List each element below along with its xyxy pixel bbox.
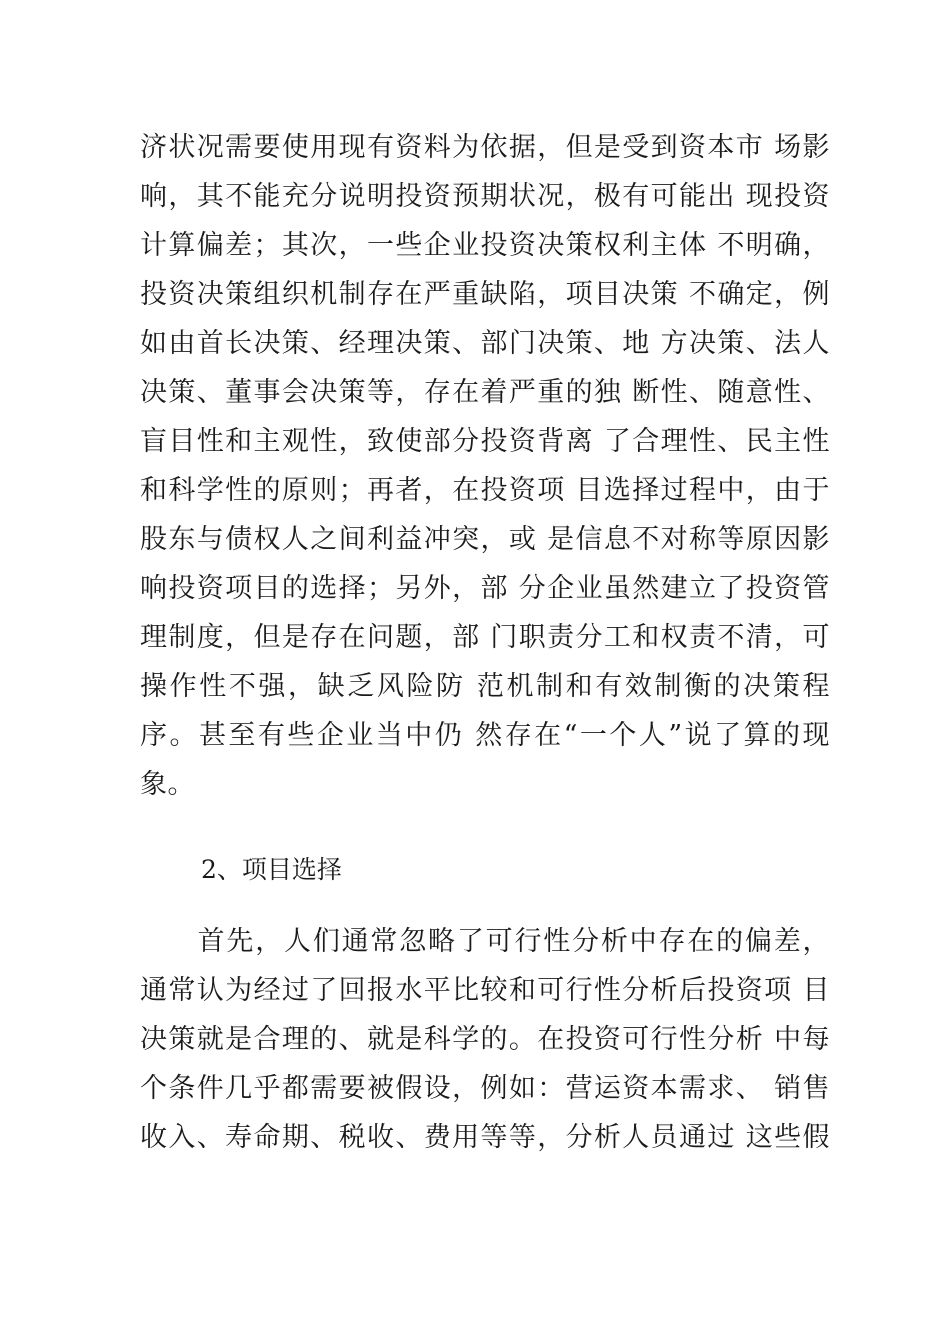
paragraph-line: 序。甚至有些企业当中仍 然存在“一个人”说了算的现 [140, 720, 830, 751]
paragraph-investment-decision-issues [140, 123, 830, 809]
paragraph-line: 投资决策组织机制存在严重缺陷，项目决策 不确定，例 [140, 279, 830, 310]
paragraph-project-selection [140, 917, 830, 1162]
paragraph-line: 个条件几乎都需要被假设，例如：营运资本需求、 销售 [140, 1073, 830, 1104]
paragraph-line: 计算偏差；其次，一些企业投资决策权利主体 不明确， [140, 230, 830, 261]
paragraph-line: 股东与债权人之间利益冲突，或 是信息不对称等原因影 [140, 524, 830, 555]
paragraph-line: 和科学性的原则；再者，在投资项 目选择过程中，由于 [140, 475, 830, 506]
paragraph-line: 盲目性和主观性，致使部分投资背离 了合理性、民主性 [140, 426, 830, 457]
paragraph-line: 决策就是合理的、就是科学的。在投资可行性分析 中每 [140, 1024, 830, 1055]
paragraph-line: 决策、董事会决策等，存在着严重的独 断性、随意性、 [140, 377, 830, 408]
paragraph-line: 通常认为经过了回报水平比较和可行性分析后投资项 目 [140, 975, 830, 1006]
paragraph-line: 象。 [140, 769, 195, 800]
paragraph-line: 响投资项目的选择；另外，部 分企业虽然建立了投资管 [140, 573, 830, 604]
paragraph-line: 如由首长决策、经理决策、部门决策、地 方决策、法人 [140, 328, 830, 359]
paragraph-line: 操作性不强，缺乏风险防 范机制和有效制衡的决策程 [140, 671, 830, 702]
paragraph-line: 理制度，但是存在问题，部 门职责分工和权责不清，可 [140, 622, 830, 653]
section-heading: 2、项目选择 [201, 855, 342, 884]
paragraph-line: 首先，人们通常忽略了可行性分析中存在的偏差， [140, 926, 830, 957]
paragraph-line: 响，其不能充分说明投资预期状况，极有可能出 现投资 [140, 181, 830, 212]
paragraph-line: 收入、寿命期、税收、费用等等，分析人员通过 这些假 [140, 1122, 830, 1153]
paragraph-line: 济状况需要使用现有资料为依据，但是受到资本市 场影 [140, 132, 830, 163]
